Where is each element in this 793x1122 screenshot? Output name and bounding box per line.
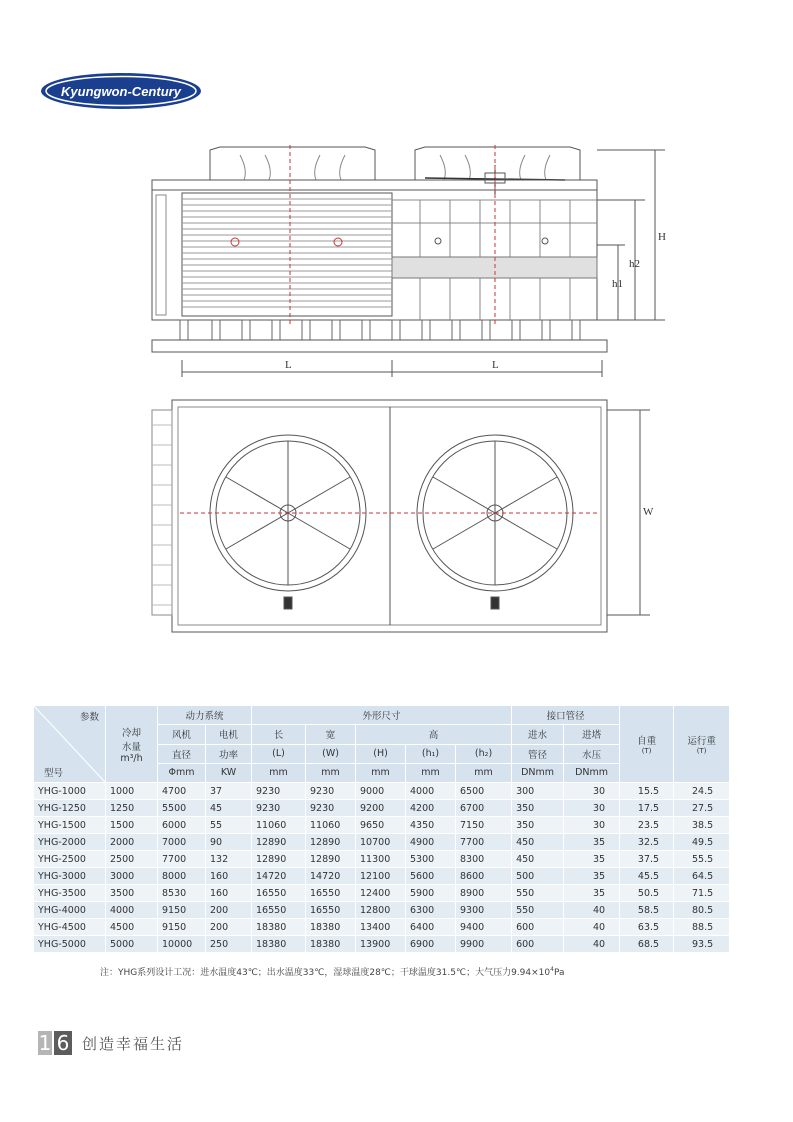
table-row: YHG-1000 1000 4700 37 9230 9230 9000 4000 6500 300 30 15.5 24.5 bbox=[34, 783, 730, 800]
operating-weight-header: 运行重 (T) bbox=[674, 706, 730, 783]
inlet-unit: DNmm bbox=[512, 763, 564, 782]
h1-unit: mm bbox=[406, 763, 456, 782]
dim-group-header: 外形尺寸 bbox=[252, 706, 512, 725]
width-unit: mm bbox=[306, 763, 356, 782]
h2-symbol: (h₂) bbox=[456, 744, 512, 763]
motor-header-2: 功率 bbox=[206, 744, 252, 763]
fan-header-1: 风机 bbox=[158, 725, 206, 744]
h-symbol: (H) bbox=[356, 744, 406, 763]
diagonal-header-cell bbox=[34, 706, 106, 783]
dim-label-h2: h2 bbox=[629, 258, 640, 270]
inlet-header-1: 进水 bbox=[512, 725, 564, 744]
motor-header-1: 电机 bbox=[206, 725, 252, 744]
spec-table bbox=[33, 705, 730, 953]
fan-header-2: 直径 bbox=[158, 744, 206, 763]
note-unit: Pa bbox=[553, 968, 565, 978]
length-unit: mm bbox=[252, 763, 306, 782]
cell-model: YHG-1250 bbox=[34, 800, 106, 817]
cell-model: YHG-4500 bbox=[34, 919, 106, 936]
page-number-digit-1: 1 bbox=[38, 1031, 52, 1055]
cell-model: YHG-4000 bbox=[34, 902, 106, 919]
dim-label-w: W bbox=[643, 506, 654, 518]
h2-unit: mm bbox=[456, 763, 512, 782]
note-text: 注：YHG系列设计工况：进水温度43℃；出水温度33℃，湿球温度28℃；干球温度31.5℃；大气压力9.94×10 bbox=[100, 968, 551, 978]
cooling-tower-drawing bbox=[140, 135, 680, 635]
cell-model: YHG-1500 bbox=[34, 817, 106, 834]
page-footer bbox=[38, 1030, 184, 1056]
cell-model: YHG-5000 bbox=[34, 936, 106, 953]
logo-text: Kyungwon-Century bbox=[61, 84, 181, 99]
cell-model: YHG-3000 bbox=[34, 868, 106, 885]
fan-unit: Φmm bbox=[158, 763, 206, 782]
cell-model: YHG-1000 bbox=[34, 783, 106, 800]
dim-label-l-right: L bbox=[492, 359, 499, 371]
table-row: YHG-4000 4000 9150 200 16550 16550 12800 6300 9300 550 40 58.5 80.5 bbox=[34, 902, 730, 919]
length-header: 长 bbox=[252, 725, 306, 744]
width-symbol: (W) bbox=[306, 744, 356, 763]
height-header: 高 bbox=[356, 725, 512, 744]
table-row: YHG-2500 2500 7700 132 12890 12890 11300 5300 8300 450 35 37.5 55.5 bbox=[34, 851, 730, 868]
model-label: 型号 bbox=[44, 768, 64, 779]
pipe-group-header: 接口管径 bbox=[512, 706, 620, 725]
pressure-header-1: 进塔 bbox=[564, 725, 620, 744]
cooling-header: 冷却 水量 m³/h bbox=[106, 706, 158, 783]
pressure-unit: DNmm bbox=[564, 763, 620, 782]
width-header: 宽 bbox=[306, 725, 356, 744]
dim-label-h1: h1 bbox=[612, 278, 623, 290]
company-logo bbox=[40, 72, 202, 110]
design-conditions-note bbox=[100, 965, 564, 978]
cell-model: YHG-2000 bbox=[34, 834, 106, 851]
cell-model: YHG-3500 bbox=[34, 885, 106, 902]
self-weight-header: 自重 (T) bbox=[620, 706, 674, 783]
cell-model: YHG-2500 bbox=[34, 851, 106, 868]
param-label: 参数 bbox=[79, 712, 99, 723]
page-number-digit-2: 6 bbox=[54, 1031, 72, 1055]
table-row: YHG-3000 3000 8000 160 14720 14720 12100 5600 8600 500 35 45.5 64.5 bbox=[34, 868, 730, 885]
inlet-header-2: 管径 bbox=[512, 744, 564, 763]
pressure-header-2: 水压 bbox=[564, 744, 620, 763]
length-symbol: (L) bbox=[252, 744, 306, 763]
dim-label-h: H bbox=[658, 231, 666, 243]
table-row: YHG-5000 5000 10000 250 18380 18380 13900 6900 9900 600 40 68.5 93.5 bbox=[34, 936, 730, 953]
table-row: YHG-4500 4500 9150 200 18380 18380 13400 6400 9400 600 40 63.5 88.5 bbox=[34, 919, 730, 936]
note-exponent: 4 bbox=[550, 966, 554, 973]
motor-unit: KW bbox=[206, 763, 252, 782]
table-row: YHG-3500 3500 8530 160 16550 16550 12400 5900 8900 550 35 50.5 71.5 bbox=[34, 885, 730, 902]
h-unit: mm bbox=[356, 763, 406, 782]
table-row: YHG-1250 1250 5500 45 9230 9230 9200 4200 6700 350 30 17.5 27.5 bbox=[34, 800, 730, 817]
table-row: YHG-2000 2000 7000 90 12890 12890 10700 4900 7700 450 35 32.5 49.5 bbox=[34, 834, 730, 851]
power-group-header: 动力系统 bbox=[158, 706, 252, 725]
footer-slogan: 创造幸福生活 bbox=[82, 1034, 185, 1053]
h1-symbol: (h₁) bbox=[406, 744, 456, 763]
table-row: YHG-1500 1500 6000 55 11060 11060 9650 4350 7150 350 30 23.5 38.5 bbox=[34, 817, 730, 834]
dim-label-l-left: L bbox=[285, 359, 292, 371]
